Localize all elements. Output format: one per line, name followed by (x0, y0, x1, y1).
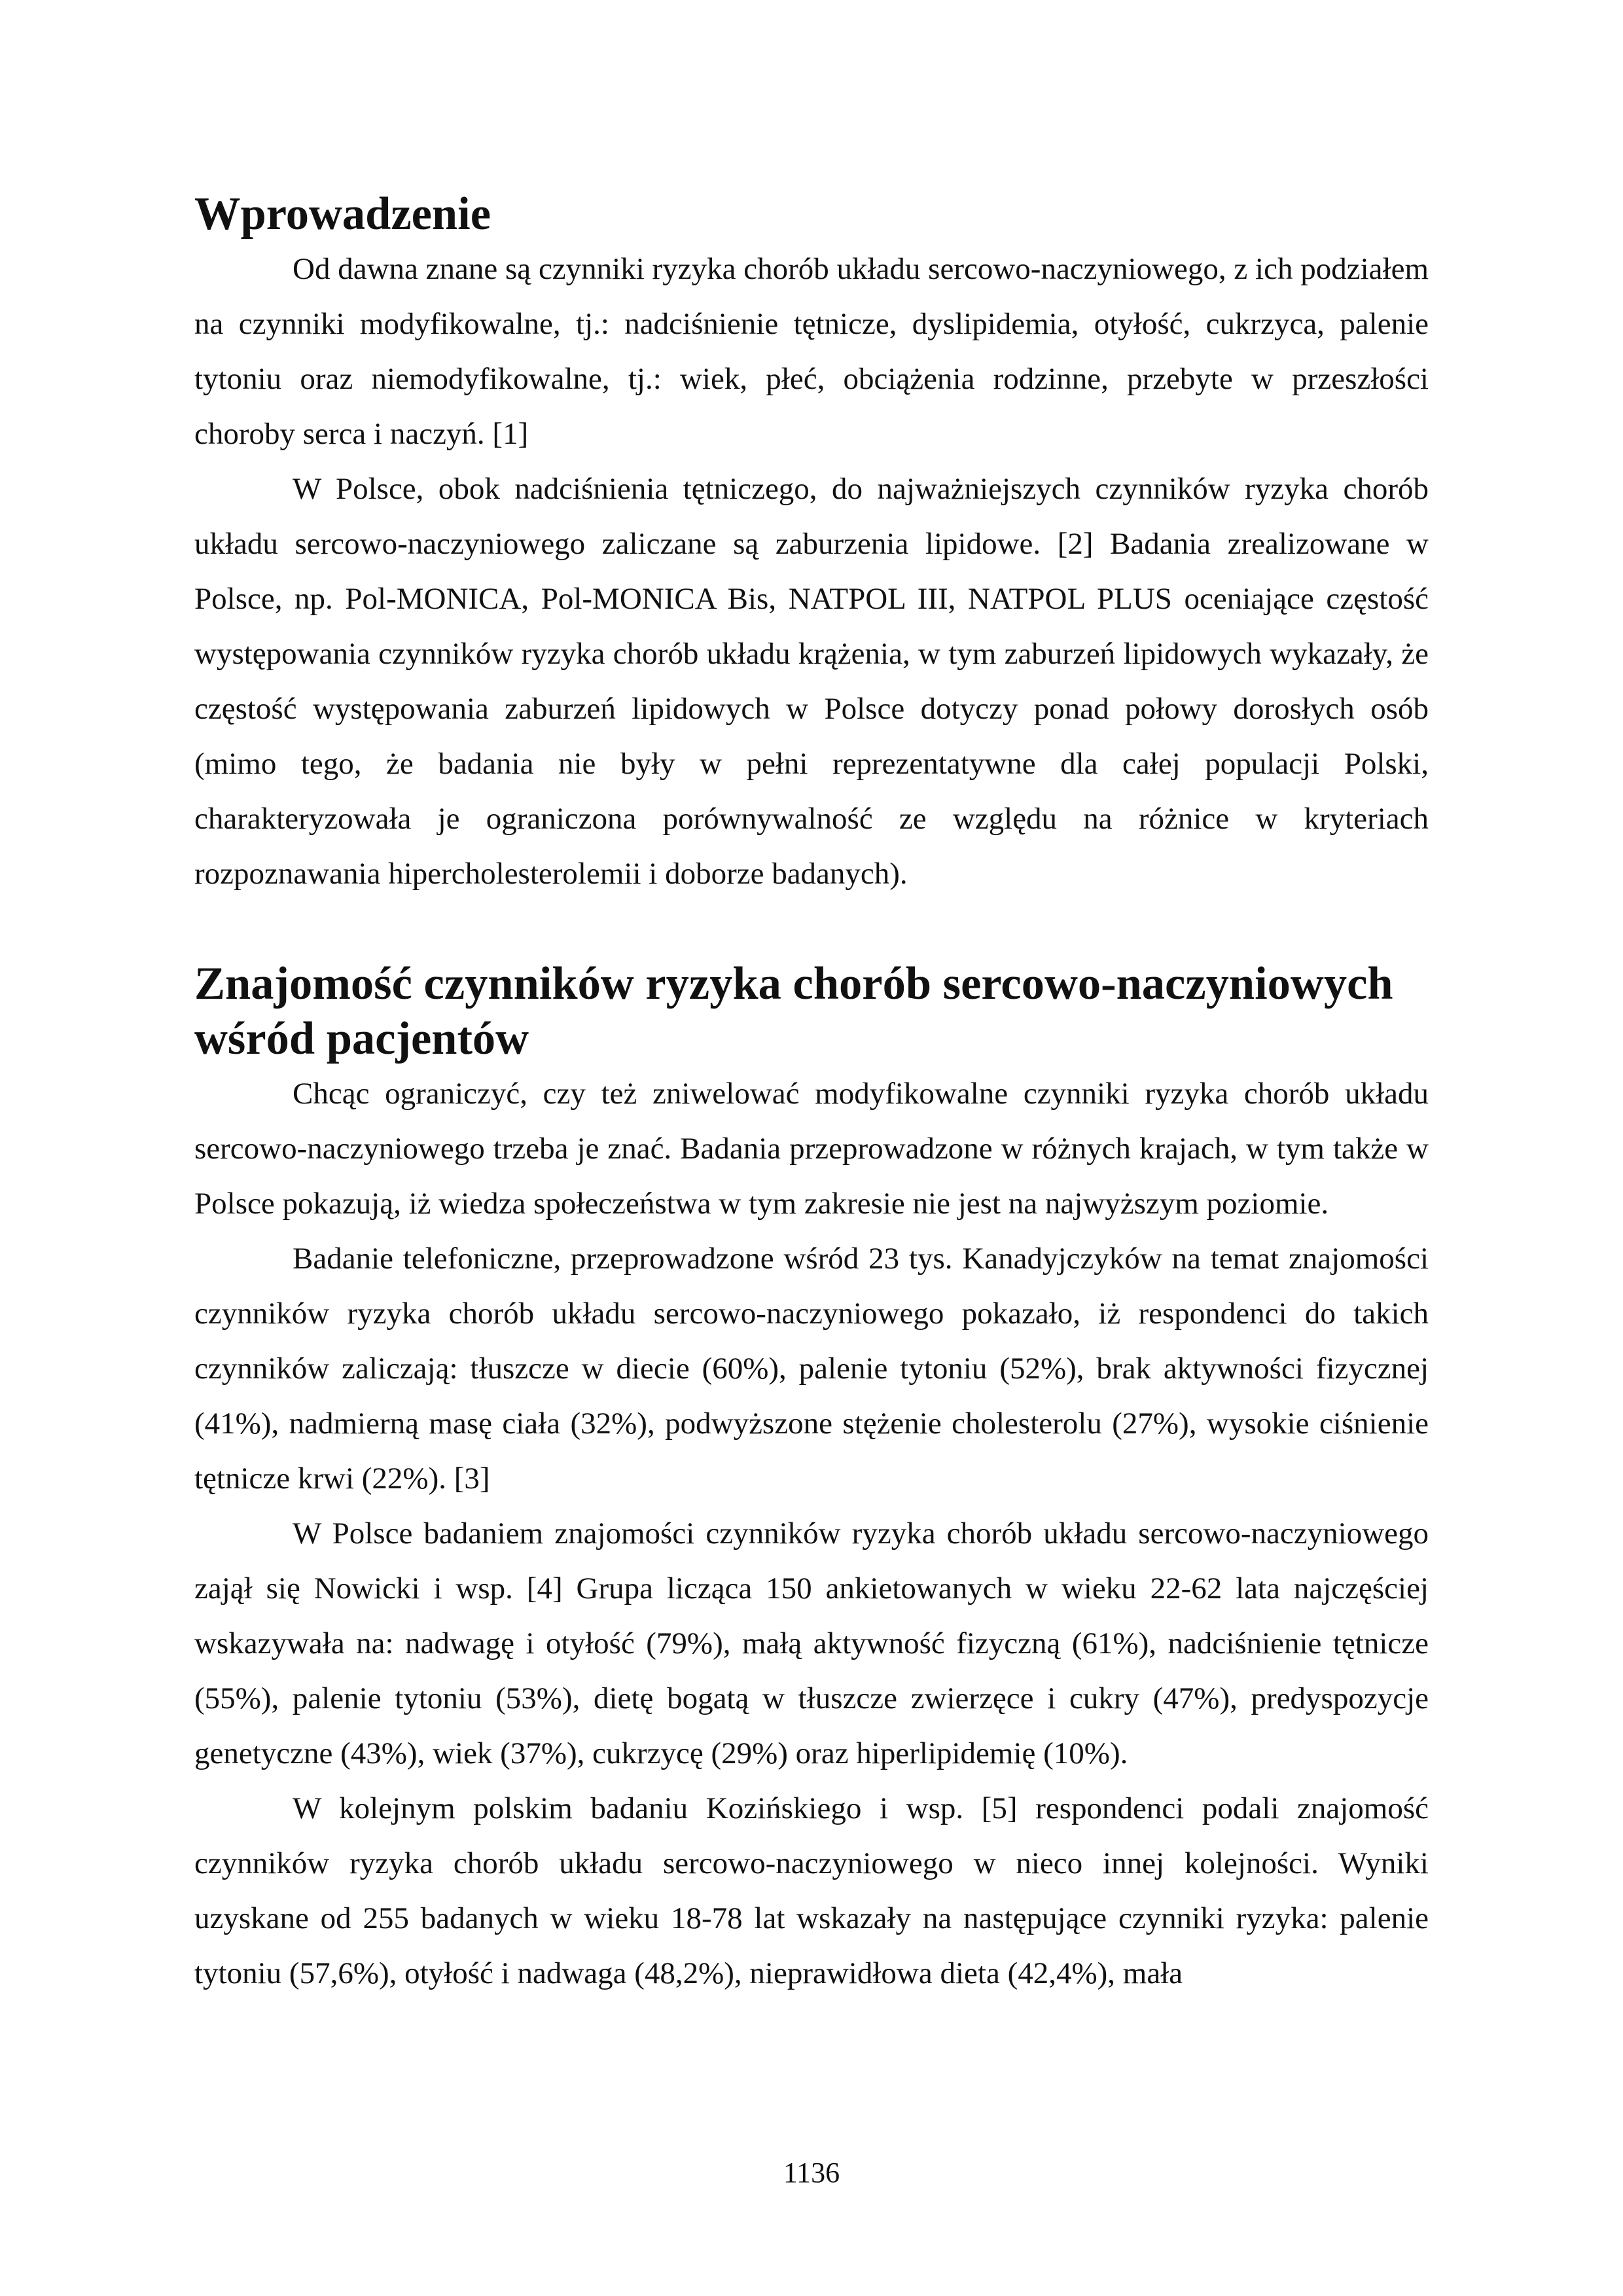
section-spacer (194, 901, 1429, 956)
paragraph: Badanie telefoniczne, przeprowadzone wśród 23 tys. Kanadyjczyków na temat znajomości czynników ryzyka chorób układu sercowo-naczyniowego pokazało, iż respondenci do takich czynników zaliczają: tłuszcze w diecie (60%), palenie tytoniu (52%), brak aktywności fizycznej (41%), nadmierną masę ciała (32%), podwyższone stężenie cholesterolu (27%), wysokie ciśnienie tętnicze krwi (22%). [3] (194, 1242, 1429, 1496)
paragraph: W Polsce badaniem znajomości czynników ryzyka chorób układu sercowo-naczyniowego zajął się Nowicki i wsp. [4] Grupa licząca 150 ankietowanych w wieku 22-62 lata najczęściej wskazywała na: nadwagę i otyłość (79%), małą aktywność fizyczną (61%), nadciśnienie tętnicze (55%), palenie tytoniu (53%), dietę bogatą w tłuszcze zwierzęce i cukry (47%), predyspozycje genetyczne (43%), wiek (37%), cukrzycę (29%) oraz hiperlipidemię (10%). (194, 1516, 1429, 1770)
paragraph: W kolejnym polskim badaniu Kozińskiego i wsp. [5] respondenci podali znajomość czynników ryzyka chorób układu sercowo-naczyniowego w nieco innej kolejności. Wyniki uzyskane od 255 badanych w wieku 18-78 lat wskazały na następujące czynniki ryzyka: palenie tytoniu (57,6%), otyłość i nadwaga (48,2%), nieprawidłowa dieta (42,4%), mała (194, 1791, 1429, 1990)
page-number: 1136 (783, 2157, 840, 2189)
paragraph: Od dawna znane są czynniki ryzyka chorób układu sercowo-naczyniowego, z ich podziałem na czynniki modyfikowalne, tj.: nadciśnienie tętnicze, dyslipidemia, otyłość, cukrzyca, palenie tytoniu oraz niemodyfikowalne, tj.: wiek, płeć, obciążenia rodzinne, przebyte w przeszłości choroby serca i naczyń. [1] (194, 252, 1429, 451)
section-heading-introduction: Wprowadzenie (194, 188, 491, 240)
paragraph: W Polsce, obok nadciśnienia tętniczego, do najważniejszych czynników ryzyka chorób układu sercowo-naczyniowego zaliczane są zaburzenia lipidowe. [2] Badania zrealizowane w Polsce, np. Pol-MONICA, Pol-MONICA Bis, NATPOL III, NATPOL PLUS oceniające częstość występowania czynników ryzyka chorób układu krążenia, w tym zaburzeń lipidowych wykazały, że częstość występowania zaburzeń lipidowych w Polsce dotyczy ponad połowy dorosłych osób (mimo tego, że badania nie były w pełni reprezentatywne dla całej populacji Polski, charakteryzowała je ograniczona porównywalność ze względu na różnice w kryteriach rozpoznawania hipercholesterolemii i doborze badanych). (194, 472, 1429, 891)
paragraph: Chcąc ograniczyć, czy też zniwelować modyfikowalne czynniki ryzyka chorób układu sercowo-naczyniowego trzeba je znać. Badania przeprowadzone w różnych krajach, w tym także w Polsce pokazują, iż wiedza społeczeństwa w tym zakresie nie jest na najwyższym poziomie. (194, 1077, 1429, 1221)
document-page (194, 187, 1429, 2001)
section-heading-risk-factor-knowledge: Znajomość czynników ryzyka chorób sercowo-naczyniowych wśród pacjentów (194, 958, 1393, 1064)
